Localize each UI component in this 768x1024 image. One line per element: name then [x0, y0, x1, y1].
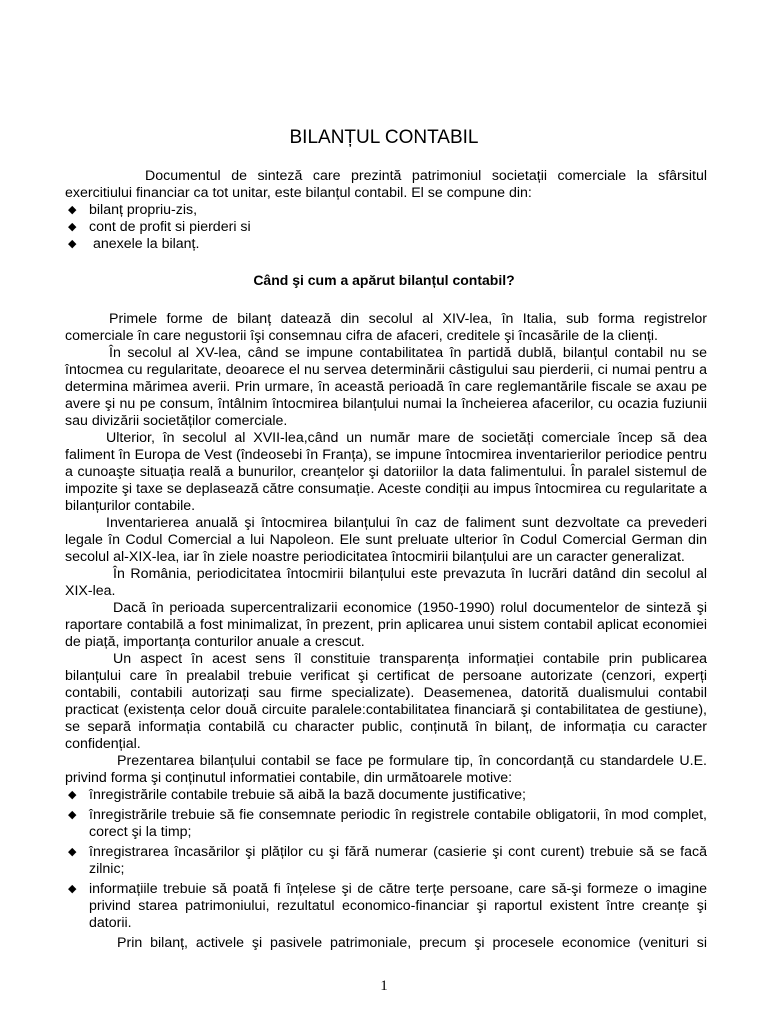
diamond-bullet-icon: ◆ — [68, 846, 77, 858]
diamond-bullet-icon: ◆ — [68, 204, 77, 216]
section-heading: Când şi cum a apărut bilanțul contabil? — [253, 272, 515, 288]
paragraph: Dacă în perioada supercentralizarii economice (1950-1990) rolul documentelor de sinteză şi raportare contabilă a fost minimalizat, în prezent, prin aplicarea unui sistem contabil aplicat economiei de piață, importanța conturilor anuale a crescut. — [65, 600, 707, 650]
list-item: ◆ informațiile trebuie să poată fi înțelese şi de către terțe persoane, care să-şi formeze o imagine privind starea patrimoniului, rezultatul economico-financiar şi raportul existent între creanțe şi datorii. — [68, 881, 707, 931]
paragraph: Prezentarea bilanțului contabil se face pe formulare tip, în concordanță cu standardele U.E. privind forma şi conținutul informatiei contabile, din următoarele motive: — [65, 753, 707, 786]
paragraph: Un aspect în acest sens îl constituie transparența informației contabile prin publicarea bilanțului care în prealabil trebuie verificat şi certificat de persoane autorizate (cenzori, experți contabili, contabili autorizați sau firme specializate). Deasemenea, datorită dualismului contabil practicat (existența celor două circuite paralele:contabilitatea financiară şi contabilitatea de gestiune), se separă informația contabilă cu character public, conținută în bilanț, de informația cu caracter confidențial. — [65, 651, 707, 752]
paragraph: Inventarierea anuală şi întocmirea bilanțului în caz de faliment sunt dezvoltate ca prevederi legale în Codul Comercial a lui Napoleon. Ele sunt preluate ulterior în Codul Comercial German din secolul al-XIX-lea, iar în ziele noastre periodicitatea întocmirii bilanțului are un caracter generalizat. — [65, 515, 707, 565]
diamond-bullet-icon: ◆ — [68, 238, 77, 250]
body-text — [65, 311, 707, 952]
diamond-bullet-icon: ◆ — [68, 789, 77, 801]
paragraph: Ulterior, în secolul al XVII-lea,când un număr mare de societăți comerciale încep să dea faliment în Europa de Vest (îndeosebi în Franța), se impune întocmirea inventarierilor periodice pentru a cunoaşte situația reală a bunurilor, creanțelor şi datoriilor la data falimentului. În paralel sistemul de impozite şi taxe se deplasează către consumație. Aceste condiții au impus întocmirea cu regularitate a bilanțurilor contabile. — [65, 430, 707, 514]
intro-section — [65, 168, 707, 253]
diamond-bullet-icon: ◆ — [68, 809, 77, 821]
paragraph: Prin bilanț, activele şi pasivele patrimoniale, precum şi procesele economice (venituri si — [117, 935, 707, 951]
list-item: ◆ bilanț propriu-zis, — [68, 202, 198, 218]
page-number: 1 — [380, 978, 388, 994]
paragraph: În secolul al XV-lea, când se impune contabilitatea în partidă dublă, bilanțul contabil nu se întocmea cu regularitate, deoarece el nu servea determinării câstigului sau pierderii, ci numai pentru a determina mărimea averii. Prin urmare, în această perioadă în care reglemantările fiscale se axau pe avere şi nu pe consum, întâlnim întocmirea bilanțului numai la încheierea afacerilor, cu ocazia fuziunii sau divizării societăților comerciale. — [65, 345, 707, 429]
list-item: ◆ cont de profit si pierderi si — [68, 219, 251, 235]
list-item: ◆ anexele la bilanț. — [68, 236, 200, 252]
components-list — [65, 202, 707, 253]
intro-paragraph: Documentul de sinteză care prezintă patrimoniul societații comerciale la sfârsitul exercitiului financiar ca tot unitar, este bilanțul contabil. El se compune din: — [65, 168, 707, 201]
diamond-bullet-icon: ◆ — [68, 221, 77, 233]
diamond-bullet-icon: ◆ — [68, 883, 77, 895]
paragraph: În România, periodicitatea întocmirii bilanțului este prevazuta în lucrări datând din secolul al XIX-lea. — [65, 566, 707, 599]
paragraph: Primele forme de bilanț datează din secolul al XIV-lea, în Italia, sub forma registrelor comerciale în care negustorii îşi consemnau cifra de afaceri, creditele şi încasările de la clienți. — [65, 311, 707, 344]
list-item: ◆ înregistrările contabile trebuie să aibă la bază documente justificative; — [68, 787, 526, 803]
list-item: ◆ înregistrările trebuie să fie consemnate periodic în registrele contabile obligatorii, în mod complet, corect şi la timp; — [68, 807, 707, 840]
reasons-list — [65, 787, 707, 932]
document-title: BILANȚUL CONTABIL — [289, 127, 479, 148]
list-item: ◆ înregistrarea încasărilor şi plăților cu şi fără numerar (casierie şi cont curent) trebuie să se facă zilnic; — [68, 844, 707, 877]
